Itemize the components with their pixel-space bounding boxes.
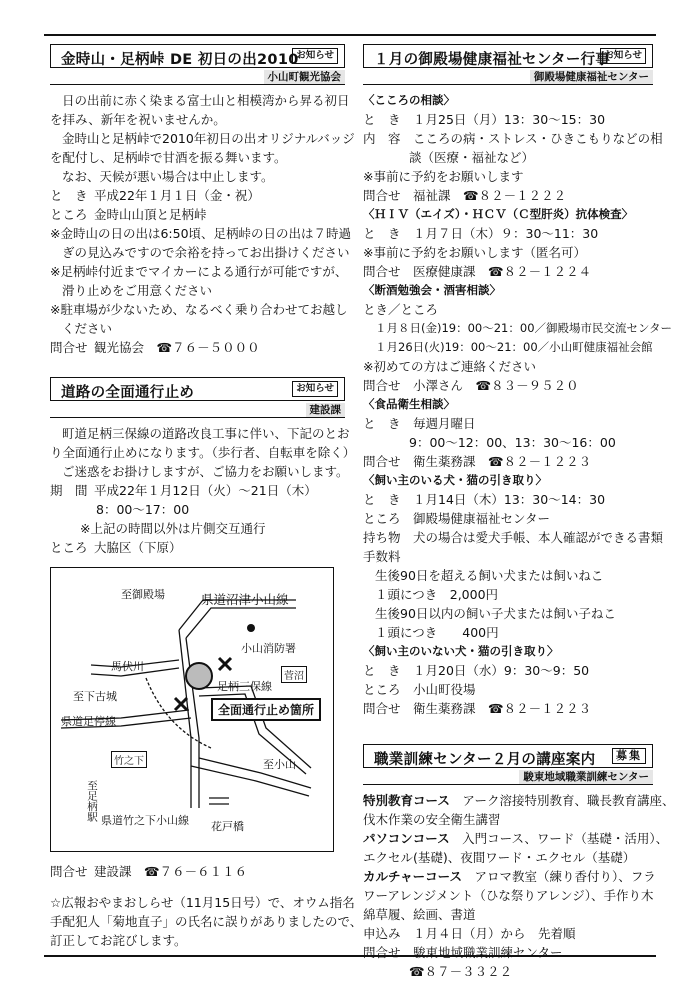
map-label: 小山消防署: [241, 642, 296, 655]
subheading: 〈ＨＩＶ（エイズ）・ＨＣＶ（Ｃ型肝炎）抗体検査〉: [363, 207, 634, 221]
section-source: 御殿場健康福祉センター: [363, 68, 653, 85]
note-text: ※事前に予約をお願いします: [363, 169, 524, 184]
note-text: ※足柄峠付近までマイカーによる通行が可能ですが、: [50, 264, 348, 279]
body-text: ご迷惑をお掛けしますが、ご協力をお願いします。: [62, 464, 349, 479]
body-text: 町道足柄三保線の道路改良工事に伴い、下記のとお: [62, 426, 350, 441]
section-source: 建設課: [50, 401, 345, 418]
apply-row: 申込み １月４日（月）から 先着順: [363, 926, 576, 941]
map-label: 馬伏川: [111, 660, 144, 673]
body-text: り全面通行止めになります。（歩行者、自転車を除く）: [50, 445, 356, 460]
course-row: 綿草履、絵画、書道: [363, 907, 476, 922]
map-label: 県道足停線: [61, 715, 116, 728]
contact-row: 問合せ 医療健康課 ☎８２－１２２４: [363, 264, 592, 279]
road-closure-map: [50, 567, 334, 852]
section-title: 金時山・足柄峠 DE 初日の出2010: [61, 52, 299, 68]
detail-row: ところ 御殿場健康福祉センター: [363, 511, 551, 526]
top-rule: [44, 34, 656, 36]
section-title: 道路の全面通行止め: [61, 385, 195, 401]
detail-row: 手数料: [363, 549, 401, 564]
detail-row: と き １月14日（木）13：30～14：30: [363, 492, 606, 507]
map-label: 菅沼: [281, 666, 307, 683]
map-label: 至小山: [263, 758, 296, 771]
apology-text: 訂正してお詫びします。: [50, 933, 187, 948]
where-row: ところ 大脇区（下原）: [50, 540, 182, 555]
map-label: 至下古城: [73, 690, 117, 703]
when-row: と き 平成22年１月１日（金・祝）: [50, 188, 260, 203]
map-label: 県道竹之下小山線: [101, 814, 189, 827]
note-text: ※事前に予約をお願いします（匿名可）: [363, 245, 586, 260]
course-row: 特別教育コース アーク溶接特別教育、職長教育講座、: [363, 793, 675, 808]
apology-text: 手配犯人「菊地直子」の氏名に誤りがありましたので、: [50, 914, 363, 929]
detail-row: 持ち物 犬の場合は愛犬手帳、本人確認ができる書類: [363, 530, 664, 545]
course-row: パソコンコース 入門コース、ワード（基礎・活用）、: [363, 831, 669, 846]
detail-row: ところ 小山町役場: [363, 682, 476, 697]
note-text: ぎの見込みですので余裕を持ってお出掛けください: [62, 245, 350, 260]
section-source: 駿東地域職業訓練センター: [363, 768, 653, 785]
detail-row: と き 毎週月曜日: [363, 416, 476, 431]
contact-row: ☎８７－３３２２: [409, 964, 513, 979]
detail-row: 9：00～12：00、13：30～16：00: [409, 435, 616, 450]
detail-row: 談（医療・福祉など）: [409, 150, 535, 165]
contact-row: 問合せ 建設課 ☎７６－６１１６: [50, 864, 248, 879]
period-row: 期 間 平成22年１月12日（火）～21日（木）: [50, 483, 317, 498]
note-text: ※駐車場が少ないため、なるべく乗り合わせてお越し: [50, 302, 348, 317]
map-label: 県道沼津小山線: [201, 592, 289, 607]
note-text: ※金時山の日の出は6:50頃、足柄峠の日の出は７時過: [50, 226, 352, 241]
closed-area-label: 全面通行止め箇所: [211, 698, 321, 721]
section-header-road-closure: [50, 377, 345, 401]
contact-row: 問合せ 福祉課 ☎８２－１２２２: [363, 188, 567, 203]
section-header-vocational: [363, 744, 653, 768]
right-column: [363, 44, 675, 981]
section-title: １月の御殿場健康福祉センター行事: [374, 52, 611, 68]
detail-row: １月８日(金)19：00～21：00／御殿場市民交流センター: [375, 321, 673, 335]
map-label: 足柄三保線: [217, 680, 272, 693]
note-text: ください: [62, 321, 113, 336]
body-text: なお、天候が悪い場合は中止します。: [62, 169, 274, 184]
contact-row: 問合せ 観光協会 ☎７６－５０００: [50, 340, 260, 355]
notice-badge: お知らせ: [292, 381, 338, 397]
detail-row: と き １月７日（木）９：30～11：30: [363, 226, 599, 241]
detail-row: 内 容 こころの病・ストレス・ひきこもりなどの相: [363, 131, 663, 146]
contact-row: 問合せ 小澤さん ☎８３－９５２０: [363, 378, 579, 393]
course-row: カルチャーコース アロマ教室（練り香付り）、フラ: [363, 869, 656, 884]
detail-row: 生後90日を超える飼い犬または飼いねこ: [375, 568, 604, 583]
map-label: 至御殿場: [121, 588, 165, 601]
subheading: 〈食品衛生相談〉: [363, 397, 455, 411]
contact-row: 問合せ 衛生薬務課 ☎８２－１２２３: [363, 454, 592, 469]
section-header-hatsuhinode: [50, 44, 345, 68]
detail-row: １頭につき 400円: [375, 625, 499, 640]
detail-row: 生後90日以内の飼い子犬または飼い子ねこ: [375, 606, 616, 621]
section-header-health-center: [363, 44, 653, 68]
map-label: 花戸橋: [211, 820, 244, 833]
body-text: 日の出前に赤く染まる富士山と相模湾から昇る初日: [62, 93, 350, 108]
subheading: 〈飼い主のいる犬・猫の引き取り〉: [363, 473, 547, 487]
recruit-badge: 募集: [612, 748, 646, 764]
where-row: ところ 金時山山頂と足柄峠: [50, 207, 207, 222]
body-text: 金時山と足柄峠で2010年初日の出オリジナルバッジ: [62, 131, 355, 146]
subheading: 〈こころの相談〉: [363, 93, 455, 107]
map-label: 竹之下: [111, 751, 147, 768]
detail-row: と き １月25日（月）13：30～15：30: [363, 112, 606, 127]
course-row: 伐木作業の安全衛生講習: [363, 812, 501, 827]
body-text: を拝み、新年を祝いませんか。: [50, 112, 226, 127]
detail-row: とき／ところ: [363, 302, 439, 317]
map-label: 至足柄駅: [86, 780, 98, 822]
note-text: ※初めての方はご連絡ください: [363, 359, 536, 374]
contact-row: 問合せ 衛生薬務課 ☎８２－１２２３: [363, 701, 592, 716]
detail-row: １月26日(火)19：00～21：00／小山町健康福祉会館: [375, 340, 653, 354]
detail-row: と き １月20日（水）9：30～9：50: [363, 663, 590, 678]
apology-text: ☆広報おやまおしらせ（11月15日号）で、オウム指名: [50, 895, 355, 910]
period-time: 8：00～17：00: [96, 502, 190, 517]
period-note: ※上記の時間以外は片側交互通行: [80, 521, 266, 536]
left-column: [50, 44, 363, 950]
contact-row: 問合せ 駿東地域職業訓練センター: [363, 945, 563, 960]
section-source: 小山町観光協会: [50, 68, 345, 85]
course-row: エクセル(基礎)、夜間ワード・エクセル（基礎）: [363, 850, 636, 865]
detail-row: １頭につき 2,000円: [375, 587, 499, 602]
notice-badge: お知らせ: [600, 48, 646, 64]
section-title: 職業訓練センター２月の講座案内: [374, 752, 596, 768]
course-row: ワーアレンジメント（ひな祭りアレンジ）、手作り木: [363, 888, 654, 903]
note-text: 滑り止めをご用意ください: [62, 283, 213, 298]
notice-badge: お知らせ: [292, 48, 338, 64]
subheading: 〈断酒勉強会・酒害相談〉: [363, 283, 501, 297]
body-text: を配付し、足柄峠で甘酒を振る舞います。: [50, 150, 287, 165]
subheading: 〈飼い主のいない犬・猫の引き取り〉: [363, 644, 559, 658]
